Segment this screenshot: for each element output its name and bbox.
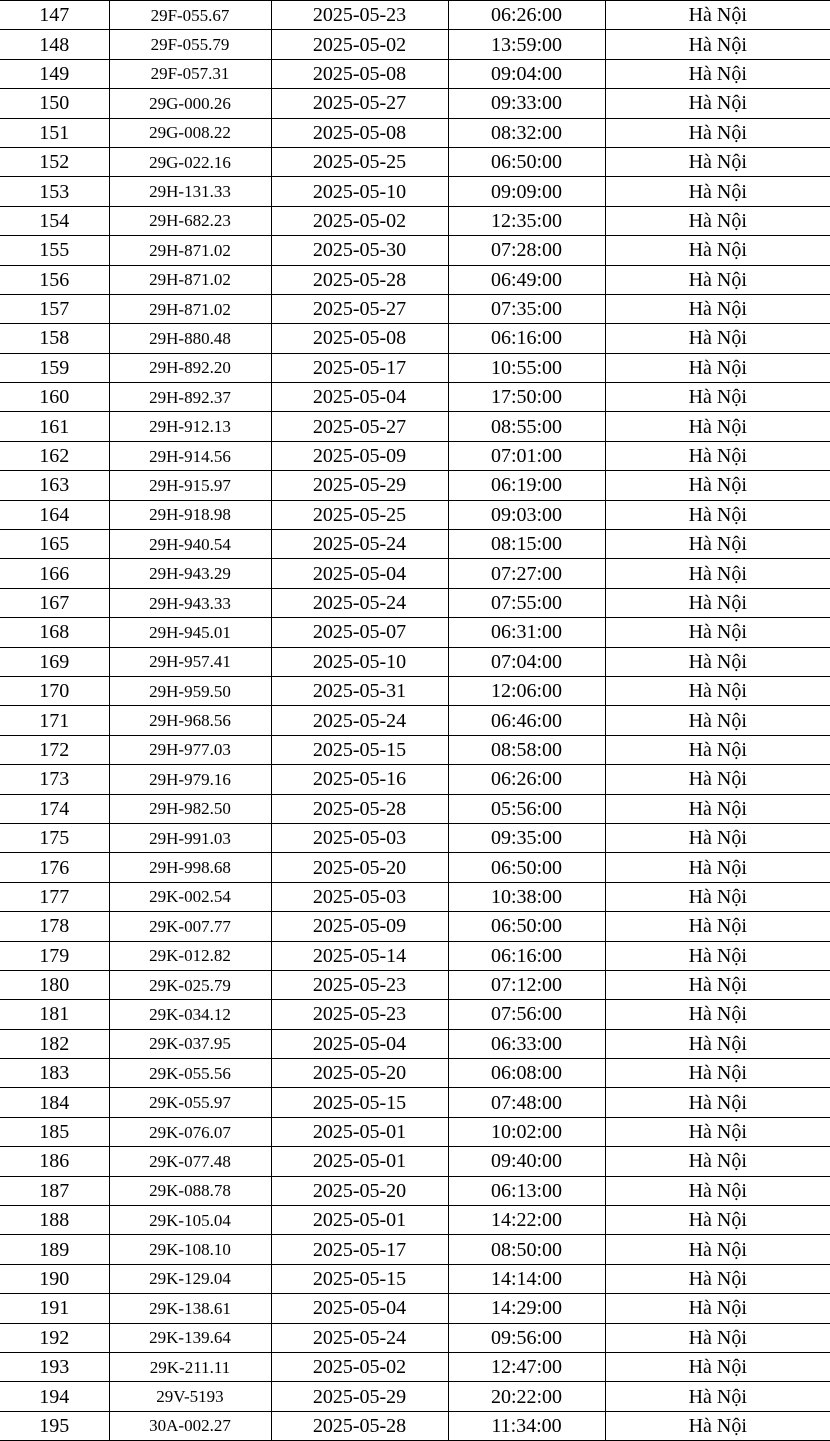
location-cell: Hà Nội (605, 471, 830, 500)
table-row (0, 177, 830, 206)
table-row (0, 559, 830, 588)
table-row (0, 882, 830, 911)
time-cell: 07:35:00 (448, 294, 605, 323)
table-row (0, 1147, 830, 1176)
time-cell: 14:14:00 (448, 1264, 605, 1293)
date-cell: 2025-05-28 (271, 794, 448, 823)
date-cell: 2025-05-30 (271, 236, 448, 265)
row-number-cell: 195 (0, 1411, 109, 1440)
time-cell: 06:16:00 (448, 324, 605, 353)
license-plate-cell: 29H-871.02 (109, 294, 271, 323)
license-plate-cell: 29F-055.67 (109, 1, 271, 30)
date-cell: 2025-05-15 (271, 1088, 448, 1117)
time-cell: 08:15:00 (448, 530, 605, 559)
location-cell: Hà Nội (605, 618, 830, 647)
row-number-cell: 167 (0, 588, 109, 617)
row-number-cell: 157 (0, 294, 109, 323)
date-cell: 2025-05-04 (271, 1294, 448, 1323)
date-cell: 2025-05-27 (271, 412, 448, 441)
location-cell: Hà Nội (605, 735, 830, 764)
time-cell: 09:09:00 (448, 177, 605, 206)
date-cell: 2025-05-15 (271, 1264, 448, 1293)
row-number-cell: 185 (0, 1117, 109, 1146)
location-cell: Hà Nội (605, 1, 830, 30)
row-number-cell: 162 (0, 441, 109, 470)
date-cell: 2025-05-27 (271, 89, 448, 118)
date-cell: 2025-05-03 (271, 823, 448, 852)
license-plate-cell: 29F-055.79 (109, 30, 271, 59)
location-cell: Hà Nội (605, 412, 830, 441)
time-cell: 06:26:00 (448, 1, 605, 30)
row-number-cell: 148 (0, 30, 109, 59)
time-cell: 07:27:00 (448, 559, 605, 588)
location-cell: Hà Nội (605, 970, 830, 999)
date-cell: 2025-05-20 (271, 1176, 448, 1205)
row-number-cell: 192 (0, 1323, 109, 1352)
row-number-cell: 154 (0, 206, 109, 235)
time-cell: 09:03:00 (448, 500, 605, 529)
license-plate-cell: 30A-002.27 (109, 1411, 271, 1440)
location-cell: Hà Nội (605, 500, 830, 529)
row-number-cell: 149 (0, 59, 109, 88)
location-cell: Hà Nội (605, 441, 830, 470)
location-cell: Hà Nội (605, 794, 830, 823)
table-row (0, 1000, 830, 1029)
license-plate-cell: 29H-880.48 (109, 324, 271, 353)
date-cell: 2025-05-25 (271, 500, 448, 529)
location-cell: Hà Nội (605, 147, 830, 176)
table-row (0, 1117, 830, 1146)
location-cell: Hà Nội (605, 647, 830, 676)
row-number-cell: 153 (0, 177, 109, 206)
table-row (0, 1176, 830, 1205)
location-cell: Hà Nội (605, 324, 830, 353)
location-cell: Hà Nội (605, 353, 830, 382)
date-cell: 2025-05-03 (271, 882, 448, 911)
location-cell: Hà Nội (605, 588, 830, 617)
license-plate-cell: 29H-959.50 (109, 676, 271, 705)
date-cell: 2025-05-01 (271, 1147, 448, 1176)
date-cell: 2025-05-23 (271, 1, 448, 30)
row-number-cell: 165 (0, 530, 109, 559)
time-cell: 13:59:00 (448, 30, 605, 59)
table-row (0, 324, 830, 353)
table-row (0, 236, 830, 265)
row-number-cell: 147 (0, 1, 109, 30)
time-cell: 06:50:00 (448, 912, 605, 941)
time-cell: 07:48:00 (448, 1088, 605, 1117)
row-number-cell: 190 (0, 1264, 109, 1293)
time-cell: 11:34:00 (448, 1411, 605, 1440)
license-plate-cell: 29K-034.12 (109, 1000, 271, 1029)
license-plate-cell: 29K-037.95 (109, 1029, 271, 1058)
license-plate-cell: 29K-211.11 (109, 1352, 271, 1381)
time-cell: 10:38:00 (448, 882, 605, 911)
location-cell: Hà Nội (605, 559, 830, 588)
row-number-cell: 177 (0, 882, 109, 911)
row-number-cell: 176 (0, 853, 109, 882)
location-cell: Hà Nội (605, 1294, 830, 1323)
time-cell: 09:56:00 (448, 1323, 605, 1352)
license-plate-cell: 29V-5193 (109, 1382, 271, 1411)
license-plate-cell: 29G-000.26 (109, 89, 271, 118)
time-cell: 06:50:00 (448, 853, 605, 882)
date-cell: 2025-05-09 (271, 441, 448, 470)
row-number-cell: 191 (0, 1294, 109, 1323)
location-cell: Hà Nội (605, 882, 830, 911)
location-cell: Hà Nội (605, 853, 830, 882)
date-cell: 2025-05-07 (271, 618, 448, 647)
time-cell: 09:35:00 (448, 823, 605, 852)
time-cell: 09:40:00 (448, 1147, 605, 1176)
license-plate-cell: 29H-912.13 (109, 412, 271, 441)
time-cell: 06:19:00 (448, 471, 605, 500)
table-row (0, 1264, 830, 1293)
table-row (0, 89, 830, 118)
time-cell: 06:08:00 (448, 1059, 605, 1088)
row-number-cell: 160 (0, 383, 109, 412)
date-cell: 2025-05-27 (271, 294, 448, 323)
row-number-cell: 193 (0, 1352, 109, 1381)
license-plate-cell: 29H-131.33 (109, 177, 271, 206)
table-row (0, 1352, 830, 1381)
time-cell: 08:32:00 (448, 118, 605, 147)
date-cell: 2025-05-23 (271, 1000, 448, 1029)
table-row (0, 823, 830, 852)
license-plate-cell: 29K-088.78 (109, 1176, 271, 1205)
row-number-cell: 172 (0, 735, 109, 764)
license-plate-cell: 29H-892.37 (109, 383, 271, 412)
license-plate-cell: 29K-007.77 (109, 912, 271, 941)
table-row (0, 1206, 830, 1235)
date-cell: 2025-05-29 (271, 1382, 448, 1411)
table-row (0, 588, 830, 617)
row-number-cell: 187 (0, 1176, 109, 1205)
row-number-cell: 182 (0, 1029, 109, 1058)
time-cell: 20:22:00 (448, 1382, 605, 1411)
license-plate-cell: 29K-139.64 (109, 1323, 271, 1352)
table-row (0, 912, 830, 941)
table-row (0, 941, 830, 970)
time-cell: 10:55:00 (448, 353, 605, 382)
location-cell: Hà Nội (605, 941, 830, 970)
time-cell: 09:04:00 (448, 59, 605, 88)
table-row (0, 618, 830, 647)
time-cell: 05:56:00 (448, 794, 605, 823)
row-number-cell: 174 (0, 794, 109, 823)
row-number-cell: 169 (0, 647, 109, 676)
license-plate-cell: 29K-012.82 (109, 941, 271, 970)
row-number-cell: 173 (0, 765, 109, 794)
location-cell: Hà Nội (605, 294, 830, 323)
table-row (0, 1411, 830, 1440)
license-plate-cell: 29K-138.61 (109, 1294, 271, 1323)
table-row (0, 471, 830, 500)
table-row (0, 1235, 830, 1264)
date-cell: 2025-05-08 (271, 324, 448, 353)
row-number-cell: 179 (0, 941, 109, 970)
table-row (0, 647, 830, 676)
row-number-cell: 184 (0, 1088, 109, 1117)
time-cell: 06:31:00 (448, 618, 605, 647)
date-cell: 2025-05-01 (271, 1206, 448, 1235)
date-cell: 2025-05-23 (271, 970, 448, 999)
table-row (0, 1, 830, 30)
date-cell: 2025-05-04 (271, 383, 448, 412)
license-plate-cell: 29G-008.22 (109, 118, 271, 147)
location-cell: Hà Nội (605, 236, 830, 265)
license-plate-cell: 29H-682.23 (109, 206, 271, 235)
license-plate-cell: 29H-914.56 (109, 441, 271, 470)
time-cell: 06:13:00 (448, 1176, 605, 1205)
date-cell: 2025-05-10 (271, 647, 448, 676)
date-cell: 2025-05-28 (271, 265, 448, 294)
table-row (0, 500, 830, 529)
time-cell: 06:46:00 (448, 706, 605, 735)
location-cell: Hà Nội (605, 59, 830, 88)
license-plate-cell: 29H-957.41 (109, 647, 271, 676)
license-plate-cell: 29K-055.56 (109, 1059, 271, 1088)
date-cell: 2025-05-04 (271, 1029, 448, 1058)
license-plate-cell: 29K-076.07 (109, 1117, 271, 1146)
license-plate-cell: 29H-943.29 (109, 559, 271, 588)
license-plate-cell: 29H-977.03 (109, 735, 271, 764)
row-number-cell: 178 (0, 912, 109, 941)
license-plate-cell: 29H-871.02 (109, 236, 271, 265)
date-cell: 2025-05-10 (271, 177, 448, 206)
time-cell: 17:50:00 (448, 383, 605, 412)
table-row (0, 735, 830, 764)
time-cell: 07:28:00 (448, 236, 605, 265)
table-row (0, 265, 830, 294)
time-cell: 14:29:00 (448, 1294, 605, 1323)
location-cell: Hà Nội (605, 912, 830, 941)
date-cell: 2025-05-31 (271, 676, 448, 705)
license-plate-cell: 29K-077.48 (109, 1147, 271, 1176)
location-cell: Hà Nội (605, 530, 830, 559)
date-cell: 2025-05-20 (271, 853, 448, 882)
license-plate-cell: 29K-002.54 (109, 882, 271, 911)
date-cell: 2025-05-25 (271, 147, 448, 176)
row-number-cell: 155 (0, 236, 109, 265)
date-cell: 2025-05-02 (271, 30, 448, 59)
date-cell: 2025-05-04 (271, 559, 448, 588)
time-cell: 07:12:00 (448, 970, 605, 999)
row-number-cell: 159 (0, 353, 109, 382)
row-number-cell: 152 (0, 147, 109, 176)
time-cell: 06:50:00 (448, 147, 605, 176)
table-row (0, 970, 830, 999)
table-row (0, 441, 830, 470)
license-plate-cell: 29K-105.04 (109, 1206, 271, 1235)
date-cell: 2025-05-16 (271, 765, 448, 794)
location-cell: Hà Nội (605, 89, 830, 118)
location-cell: Hà Nội (605, 30, 830, 59)
date-cell: 2025-05-02 (271, 1352, 448, 1381)
license-plate-cell: 29K-055.97 (109, 1088, 271, 1117)
time-cell: 06:26:00 (448, 765, 605, 794)
license-plate-cell: 29H-892.20 (109, 353, 271, 382)
row-number-cell: 170 (0, 676, 109, 705)
date-cell: 2025-05-24 (271, 588, 448, 617)
location-cell: Hà Nội (605, 676, 830, 705)
time-cell: 07:04:00 (448, 647, 605, 676)
location-cell: Hà Nội (605, 1147, 830, 1176)
license-plate-cell: 29K-129.04 (109, 1264, 271, 1293)
license-plate-cell: 29H-982.50 (109, 794, 271, 823)
date-cell: 2025-05-28 (271, 1411, 448, 1440)
license-plate-cell: 29H-991.03 (109, 823, 271, 852)
table-row (0, 1382, 830, 1411)
location-cell: Hà Nội (605, 1411, 830, 1440)
location-cell: Hà Nội (605, 118, 830, 147)
row-number-cell: 156 (0, 265, 109, 294)
table-row (0, 1294, 830, 1323)
row-number-cell: 166 (0, 559, 109, 588)
table-body (0, 1, 830, 1441)
date-cell: 2025-05-01 (271, 1117, 448, 1146)
row-number-cell: 168 (0, 618, 109, 647)
time-cell: 06:49:00 (448, 265, 605, 294)
time-cell: 12:35:00 (448, 206, 605, 235)
table-row (0, 412, 830, 441)
row-number-cell: 194 (0, 1382, 109, 1411)
row-number-cell: 181 (0, 1000, 109, 1029)
table-row (0, 147, 830, 176)
time-cell: 08:58:00 (448, 735, 605, 764)
license-plate-cell: 29H-871.02 (109, 265, 271, 294)
table-row (0, 206, 830, 235)
row-number-cell: 150 (0, 89, 109, 118)
row-number-cell: 186 (0, 1147, 109, 1176)
date-cell: 2025-05-08 (271, 118, 448, 147)
table-row (0, 1059, 830, 1088)
location-cell: Hà Nội (605, 383, 830, 412)
time-cell: 07:01:00 (448, 441, 605, 470)
table-row (0, 353, 830, 382)
row-number-cell: 188 (0, 1206, 109, 1235)
time-cell: 07:55:00 (448, 588, 605, 617)
table-row (0, 383, 830, 412)
date-cell: 2025-05-02 (271, 206, 448, 235)
table-row (0, 706, 830, 735)
table-row (0, 765, 830, 794)
row-number-cell: 164 (0, 500, 109, 529)
license-plate-cell: 29H-968.56 (109, 706, 271, 735)
table-row (0, 794, 830, 823)
location-cell: Hà Nội (605, 177, 830, 206)
location-cell: Hà Nội (605, 823, 830, 852)
location-cell: Hà Nội (605, 206, 830, 235)
date-cell: 2025-05-24 (271, 706, 448, 735)
table-row (0, 1029, 830, 1058)
time-cell: 08:55:00 (448, 412, 605, 441)
location-cell: Hà Nội (605, 1323, 830, 1352)
table-row (0, 1088, 830, 1117)
row-number-cell: 175 (0, 823, 109, 852)
row-number-cell: 163 (0, 471, 109, 500)
row-number-cell: 189 (0, 1235, 109, 1264)
location-cell: Hà Nội (605, 1382, 830, 1411)
license-plate-cell: 29K-025.79 (109, 970, 271, 999)
license-plate-cell: 29H-998.68 (109, 853, 271, 882)
license-plate-cell: 29H-945.01 (109, 618, 271, 647)
location-cell: Hà Nội (605, 1000, 830, 1029)
time-cell: 08:50:00 (448, 1235, 605, 1264)
time-cell: 12:47:00 (448, 1352, 605, 1381)
license-plate-cell: 29K-108.10 (109, 1235, 271, 1264)
date-cell: 2025-05-14 (271, 941, 448, 970)
time-cell: 07:56:00 (448, 1000, 605, 1029)
license-plate-cell: 29G-022.16 (109, 147, 271, 176)
location-cell: Hà Nội (605, 1088, 830, 1117)
date-cell: 2025-05-15 (271, 735, 448, 764)
date-cell: 2025-05-29 (271, 471, 448, 500)
location-cell: Hà Nội (605, 1235, 830, 1264)
row-number-cell: 183 (0, 1059, 109, 1088)
location-cell: Hà Nội (605, 706, 830, 735)
date-cell: 2025-05-24 (271, 530, 448, 559)
table-row (0, 59, 830, 88)
location-cell: Hà Nội (605, 1264, 830, 1293)
license-plate-cell: 29H-943.33 (109, 588, 271, 617)
time-cell: 12:06:00 (448, 676, 605, 705)
table-row (0, 1323, 830, 1352)
time-cell: 10:02:00 (448, 1117, 605, 1146)
license-plate-cell: 29F-057.31 (109, 59, 271, 88)
license-plate-cell: 29H-940.54 (109, 530, 271, 559)
row-number-cell: 151 (0, 118, 109, 147)
license-plate-cell: 29H-915.97 (109, 471, 271, 500)
location-cell: Hà Nội (605, 1059, 830, 1088)
row-number-cell: 180 (0, 970, 109, 999)
date-cell: 2025-05-09 (271, 912, 448, 941)
date-cell: 2025-05-17 (271, 1235, 448, 1264)
row-number-cell: 158 (0, 324, 109, 353)
date-cell: 2025-05-17 (271, 353, 448, 382)
location-cell: Hà Nội (605, 1029, 830, 1058)
location-cell: Hà Nội (605, 1176, 830, 1205)
time-cell: 14:22:00 (448, 1206, 605, 1235)
date-cell: 2025-05-24 (271, 1323, 448, 1352)
location-cell: Hà Nội (605, 1206, 830, 1235)
date-cell: 2025-05-20 (271, 1059, 448, 1088)
location-cell: Hà Nội (605, 765, 830, 794)
row-number-cell: 161 (0, 412, 109, 441)
location-cell: Hà Nội (605, 265, 830, 294)
location-cell: Hà Nội (605, 1117, 830, 1146)
table-row (0, 676, 830, 705)
table-row (0, 294, 830, 323)
license-plate-cell: 29H-979.16 (109, 765, 271, 794)
license-plate-cell: 29H-918.98 (109, 500, 271, 529)
time-cell: 06:16:00 (448, 941, 605, 970)
location-cell: Hà Nội (605, 1352, 830, 1381)
time-cell: 09:33:00 (448, 89, 605, 118)
date-cell: 2025-05-08 (271, 59, 448, 88)
table-row (0, 853, 830, 882)
time-cell: 06:33:00 (448, 1029, 605, 1058)
table-row (0, 118, 830, 147)
table-row (0, 30, 830, 59)
row-number-cell: 171 (0, 706, 109, 735)
table-row (0, 530, 830, 559)
